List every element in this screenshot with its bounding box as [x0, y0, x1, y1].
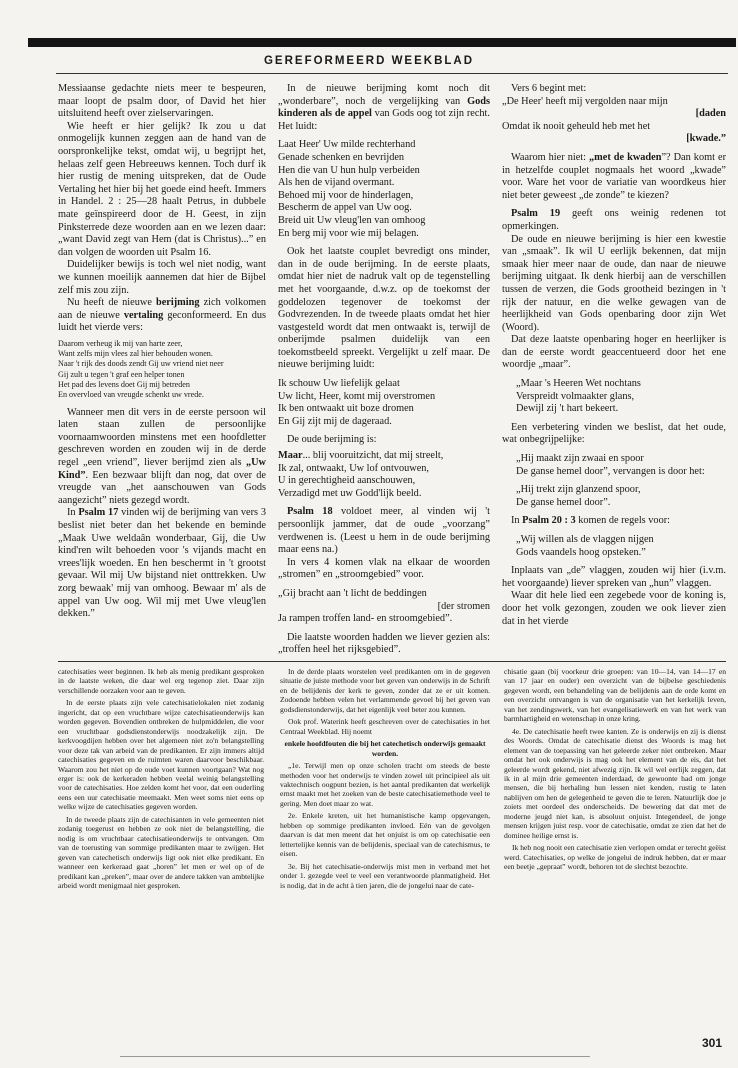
paragraph: Ook het laatste couplet bevredigt ons minder, dan in de oude berijming. In de eerste plaats, omdat hier niet de nadruk valt op de tegenstelling met het voorgaande, d.w.z. op de toekomst der goddelozen tegenover de toekomst der Godvrezenden. In de tweede plaats omdat het hier vastgesteld wordt dat men ontwaakt is, terwijl de onberijmde psalmen duidelijk van een toekomstbeeld spreekt. Vergelijkt u zelf maar. De nieuwe berijming luidt:: [278, 246, 490, 371]
paragraph: De oude berijming is:: [287, 434, 377, 446]
bottom-rule: [120, 1056, 590, 1057]
paragraph: In de eerste plaats zijn vele catechisatielokalen niet zodanig ingericht, dat op een vruchtbare wijze catechisatieonderwijs kan worden gegeven. Bovendien ontbreken de hulpmiddelen, die voor een vruchtbaar godsdienstonderwijs noodzakelijk zijn. De kerkvoogdijen hebben over het algemeen niet zo'n belangstelling voor deze tak van arbeid van de predikanten. Er zijn immers altijd catechisaties gegeven en de ruimten waren daarvoor beschikbaar. Waarom zou het niet op de oude voet kunnen voortgaan? Wat nog erger is: ook de kerkeraden hebben veelal weinig belangstelling voor de catechisaties. Hoe zelden komt het voor, dat een ouderling eens een uur catechisatie meemaakt. Men weet soms niet eens op welke wijze de catechisaties gegeven worden.: [58, 698, 264, 812]
paragraph: De oude en nieuwe berijming is hier een kwestie van „smaak”. Ik wil U eerlijk bekennen, dat mijn smaak hier meer naar de oude, dan naar de nieuwe berijming uitgaat. Ik denk hierbij aan de verschillen tussen de verzen, die Gods grootheid bezingen in 't rijk der natuur, en die welke gewagen van de heerlijkheid van Gods openbaring door zijn Wet (Woord).: [502, 233, 726, 333]
paragraph: Psalm 18 voldoet meer, al vinden wij 't persoonlijk jammer, dat de oude „voorzang” verdwenen is. (Leest u hem in de oude berijming maar eens na.): [278, 506, 490, 556]
paragraph: Dat deze laatste openbaring hoger en heerlijker is dan de eerste wordt geaccentueerd door het ene woordje „maar”.: [502, 334, 726, 371]
paragraph: Nu heeft de nieuwe berijming zich volkomen aan de nieuwe vertaling geconformeerd. En dus luidt het vierde vers:: [58, 297, 267, 334]
paragraph: In vers 4 komen vlak na elkaar de woorden „stromen” en „stroomgebied” voor.: [278, 556, 490, 581]
verse-quote-small: Daarom verheug ik mij van harte zeer, Want zelfs mijn vlees zal hier behouden wonen. Naar 't rijk des doods zendt Gij uw vriend niet neer Gij zult u tegen 't graf een helper tonen Het pad des levens doet Gij mij betreden En overvloed van vreugde schenkt uw vrede.: [58, 338, 224, 400]
verse-quote: Maar... blij vooruitzicht, dat mij streelt, Ik zal, ontwaakt, Uw lof ontvouwen, U in gerechtigheid aanschouwen, Verzadigd met uw Godd'lijk beeld.: [278, 450, 444, 499]
paragraph: Ook prof. Waterink heeft geschreven over de catechisaties in het Centraal Weekblad. Hij noemt: [280, 717, 490, 736]
paragraph: catechisaties weer beginnen. Ik heb als menig predikant gesproken in de laatste weken, die daar wel erg tegenop ziet. Daar zijn verschillende oorzaken voor aan te geven.: [58, 667, 264, 695]
paragraph: „1e. Terwijl men op onze scholen tracht om steeds de beste methoden voor het onderwijs te vinden zowel uit principieel als uit vaktechnisch oogpunt bezien, is het aantal predikanten dat werkelijk ernst maakt met het zoeken van de beste catechisatiemethode veel te gering. Men doet maar zo wat.: [280, 761, 490, 808]
paragraph: Ik heb nog nooit een catechisatie zien verlopen omdat er terecht geëist werd. Catechisaties, op welke de jongelui de indruk hebben, dat er maar een beetje „gepraat” wordt, behoren tot de slechtst bezochte.: [504, 843, 726, 872]
page-number: 301: [702, 1036, 723, 1050]
paragraph: Wanneer men dit vers in de eerste persoon wil laten staan zullen de persoonlijke voornaamwoorden minstens met een hoofdletter geschreven worden en zouden wij in de derde regel „een vriend”, liever berijmd zien als „Uw Kind”. Een bezwaar blijft dan nog, dat over de vreugde van „het aanschouwen van Gods aangezicht” niets gezegd wordt.: [58, 406, 266, 506]
article-column-3: [502, 83, 726, 628]
paragraph: 4e. De catechisatie heeft twee kanten. Ze is onderwijs en zij is dienst des Woords. Omdat de catechisatie dienst des Woords is mag het element van de toepassing van het geleerde zeker niet ontbreken. Maar omdat het ook onderwijs is mag ook het element van de eis, dat het geleerde wordt gekend, niet afwezig zijn. Ik wil wel eerlijk zeggen, dat ik in al mijn drie gemeenten inderdaad, de gewoonte had om jonge mensen, die bij herhaling hun lessen niet kenden, rustig te laten nablijven om hen de gelegenheid te geven die te leren. Natuurlijk doe je zoiets met oordeel des onderscheids. De bewering dat dat met de moderne jeugd niet kan, is absoluut onjuist. Integendeel, de jonge mensen krijgen juist resp. voor de catechisatie, omdat ze zien dat het de dominee heilige ernst is.: [504, 726, 726, 840]
paragraph: In Psalm 20 : 3 komen de regels voor:: [511, 515, 671, 527]
paragraph: Inplaats van „de” vlaggen, zouden wij hier (i.v.m. het voorgaande) liever spreken van „hun” vlaggen.: [502, 565, 726, 589]
verse-quote: „Hij maakt zijn zwaai en spoor De ganse hemel door”, vervangen is door het:: [516, 453, 705, 477]
section-divider: [58, 661, 726, 662]
top-border-bar: [28, 38, 736, 47]
article-column-2: [278, 83, 490, 657]
paragraph: Vers 6 begint met:: [511, 83, 587, 94]
paragraph: Een verbetering vinden we beslist, dat het oude, wat onbegrijpelijke:: [502, 421, 726, 446]
subheading: enkele hoofdfouten die bij het catechetisch onderwijs gemaakt worden.: [284, 739, 486, 758]
paragraph: chisatie gaan (bij voorkeur drie groepen: van 10—14, van 14—17 en van 17 jaar en ouder) een overzicht van de bijbelse geschiedenis gegeven wordt, een behandeling van de belijdenis aan de orde komt en een overzicht ontvangen is van de organisatie van het kerkelijk leven, van het zendingswerk, van het evangelisatiewerk en van het werk van barmhartigheid en wetenschap in onze kring.: [504, 667, 726, 724]
paragraph: In de tweede plaats zijn de catechisanten in vele gemeenten niet zodanig toegerust en hebben ze ook niet de belangstelling, die nodig is om vruchtbaar catechisatieonderwijs te ontvangen. Om van de toerusting van sommige predikanten maar te zwijgen. Het geven van catechetisch onderwijs ligt ook niet elke predikant. En wanneer een kerkeraad gaat „horen” let men er wel op of de predikant kan „preken”, maar over de andere takken van ambtelijke arbeid wordt menigmaal niet gesproken.: [58, 814, 264, 890]
paragraph: Waar dit hele lied een zegebede voor de koning is, door het volk gezongen, zouden we ook liever zien dat in het vierde: [502, 590, 726, 627]
header-rule: [56, 73, 728, 74]
verse-quote: „Wij willen als de vlaggen nijgen Gods vaandels hoog opsteken.”: [516, 534, 654, 558]
paragraph: In de derde plaats worstelen veel predikanten om in de gegeven situatie de juiste methode voor het geven van onderwijs in de Schrift en de belijdenis der kerk te geven, zonder dat ze er uit komen. Zodoende hebben velen het verlammende gevoel bij het geven van godsdienstonderwijs, dat het eigenlijk veel beter zou kunnen.: [280, 667, 490, 714]
verse-quote: „Hij trekt zijn glanzend spoor, De ganse hemel door”.: [516, 484, 641, 508]
paragraph: 3e. Bij het catechisatie-onderwijs mist men in verband met het onder 1. gezegde veel te veel een verantwoorde planmatigheid. Het is nodig, dat in de acht à tien jaren, die de jongelui naar de cate-: [280, 861, 490, 890]
footer-column-2: [280, 667, 490, 893]
paragraph: Duidelijker bewijs is toch wel niet nodig, want we kunnen moeilijk aannemen dat hier de Bijbel zelf mis zou zijn.: [58, 259, 266, 296]
paragraph: Die laatste woorden hadden we liever gezien als: „troffen heel het rijksgebied”.: [278, 631, 490, 656]
verse-quote: „Gij bracht aan 't licht de beddingen [der stromen Ja rampen troffen land- en stroomgebied”.: [278, 587, 490, 625]
paragraph: Psalm 19 geeft ons weinig redenen tot opmerkingen.: [502, 208, 726, 232]
running-header: GEREFORMEERD WEEKBLAD: [263, 55, 475, 67]
paragraph: In Psalm 17 vinden wij de berijming van vers 3 beslist niet beter dan het bekende en beminde „Maak Uwe weldaân wonderbaar, Gij, die Uw kind'ren wilt behoeden voor 's vijands macht en vrees'lijk woeden. En hen beschermt in 't grootst gevaar. Wil mij Uw bijstand niet onttrekken. Uw zorg bewaak' mij van omhoog. Bewaar m' als de appel van Uw oog. Wil mij met Uwe vleug'len dekken.”: [58, 507, 266, 620]
article-column-1: [58, 83, 266, 621]
paragraph: 2e. Enkele kreten, uit het humanistische kamp opgevangen, hebben op sommige predikanten invloed. Eén van de gevolgen daarvan is dat men meent dat het onjuist is om op catechisatie een lettertelijke kennis van de belijdenis, speciaal van de catechismus, te eisen.: [280, 811, 490, 859]
footer-column-3: [504, 667, 726, 875]
paragraph: Waarom hier niet: „met de kwaden”? Dan komt er in hetzelfde couplet nogmaals het woord „kwade” voor. Ware het voor de variatie van woordkeus hier niet beter geweest „de zonde” te kiezen?: [502, 151, 727, 201]
verse-quote: „Maar 's Heeren Wet nochtans Verspreidt volmaakter glans, Dewijl zij 't hart bekeert.: [516, 378, 641, 415]
verse-quote: Ik schouw Uw liefelijk gelaat Uw licht, Heer, komt mij overstromen Ik ben ontwaakt uit boze dromen En Gij zijt mij de dageraad.: [278, 378, 436, 427]
verse-quote: Laat Heer' Uw milde rechterhand Genade schenken en bevrijden Hen die van U hun hulp verbeiden Als hen de vijand overmant. Behoed mij voor de hinderlagen, Bescherm de appel van Uw oog. Breid uit Uw vleug'len van omhoog En berg mij voor wie mij belagen.: [278, 139, 426, 239]
paragraph: Wie heeft er hier gelijk? Ik zou u dat onmogelijk kunnen zeggen aan de hand van de oorspronkelijke tekst, omdat wij, u begrijpt het, helaas zelf geen Hebreeuws kennen. Toch durf ik hier rustig de mening uitspreken, dat de Oude Vertaling het hier bij het goede eind heeft. Immers in Handel. 2 : 25—28 haalt Petrus, in dubbele mate geïnspireerd door de H. Geest, in zijn Pinksterrede deze woorden aan en we lezen daar: „want David zegt van Hem (dat is Christus)...” en dan volgen de woorden uit Psalm 16.: [58, 120, 266, 258]
paragraph: Messiaanse gedachte niets meer te bespeuren, maar loopt de psalm door, of David het hier uitsluitend heeft over zielservaringen.: [58, 83, 266, 120]
verse-quote: „De Heer' heeft mij vergolden naar mijn [daden Omdat ik nooit geheuld heb met het [kwade.”: [502, 95, 726, 145]
footer-column-1: [58, 667, 264, 893]
paragraph: In de nieuwe berijming komt noch dit „wonderbare”, noch de vergelijking van Gods kinderen als de appel van Gods oog tot zijn recht. Het luidt:: [278, 83, 490, 132]
